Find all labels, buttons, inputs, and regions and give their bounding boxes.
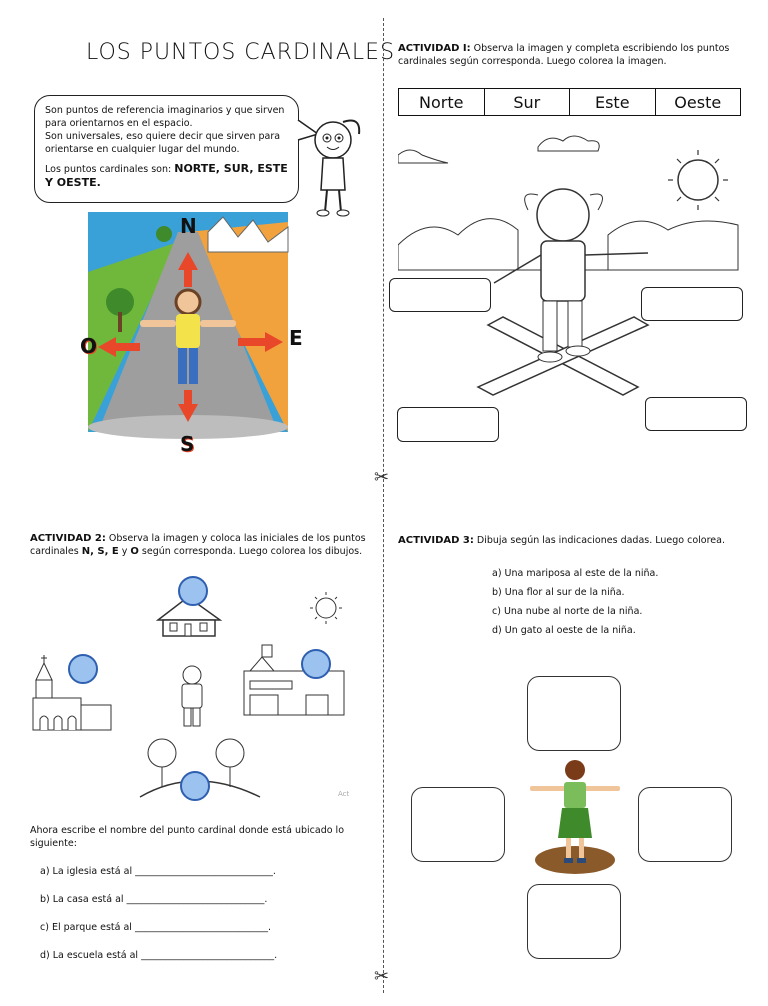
act2-instructions xyxy=(30,532,375,558)
question-c: c) El parque está al ____________________________. xyxy=(40,922,271,933)
act2-text-b: y xyxy=(118,546,131,557)
table-cell-norte: Norte xyxy=(399,89,485,115)
act2-label: ACTIVIDAD 2: xyxy=(30,533,106,544)
answer-box-north[interactable] xyxy=(645,397,747,431)
scissors-icon-bottom: ✂ xyxy=(374,966,390,987)
circle-north[interactable] xyxy=(178,576,208,606)
compass-e-label: E xyxy=(289,326,303,350)
intro-cardinals: NORTE, SUR, ESTE Y OESTE. xyxy=(45,162,288,189)
answer-box-east[interactable] xyxy=(641,287,743,321)
act3-item-a: a) Una mariposa al este de la niña. xyxy=(492,568,659,579)
compass-illustration xyxy=(78,212,308,457)
act1-table xyxy=(398,88,741,116)
intro-bubble xyxy=(34,95,299,203)
act2-text-bold: N, S, E xyxy=(81,546,119,557)
draw-box-north[interactable] xyxy=(527,676,621,751)
table-cell-oeste: Oeste xyxy=(674,92,722,112)
act2-text-a: Observa la imagen y coloca las iniciales de los puntos cardinales xyxy=(30,533,366,557)
act2-text-bold2: O xyxy=(130,546,139,557)
answer-box-south[interactable] xyxy=(397,407,499,442)
act1-scene xyxy=(398,125,748,425)
compass-n-label: N xyxy=(180,214,197,238)
girl-center-icon xyxy=(520,752,630,880)
question-a: a) La iglesia está al _____________________________. xyxy=(40,866,276,877)
compass-s-label: S xyxy=(180,432,195,456)
table-cell-este: Este xyxy=(570,89,656,115)
circle-west[interactable] xyxy=(68,654,98,684)
table-cell-sur: Sur xyxy=(485,89,571,115)
draw-box-east[interactable] xyxy=(638,787,732,862)
act1-instructions xyxy=(398,42,743,68)
intro-line-2: Son universales, eso quiere decir que sirven para orientarse en cualquier lugar del mundo. xyxy=(45,131,281,155)
act3-label: ACTIVIDAD 3: xyxy=(398,535,474,546)
act1-text: Observa la imagen y completa escribiendo los puntos cardinales según corresponda. Luego colorea la imagen. xyxy=(398,43,730,67)
act3-item-d: d) Un gato al oeste de la niña. xyxy=(492,625,636,636)
act2-text-c: según corresponda. Luego colorea los dibujos. xyxy=(138,546,363,557)
circle-east[interactable] xyxy=(301,649,331,679)
draw-box-south[interactable] xyxy=(527,884,621,959)
act3-item-b: b) Una flor al sur de la niña. xyxy=(492,587,625,598)
act2-prompt: Ahora escribe el nombre del punto cardinal donde está ubicado lo siguiente: xyxy=(30,825,345,849)
draw-box-west[interactable] xyxy=(411,787,505,862)
watermark: Act xyxy=(338,790,350,798)
compass-o-label: O xyxy=(80,334,98,358)
act3-item-c: c) Una nube al norte de la niña. xyxy=(492,606,643,617)
girl-cartoon-icon xyxy=(303,112,373,220)
scissors-icon: ✂ xyxy=(374,467,390,488)
act3-instructions xyxy=(398,534,743,547)
circle-south[interactable] xyxy=(180,771,210,801)
question-b: b) La casa está al _____________________________. xyxy=(40,894,268,905)
act1-label: ACTIVIDAD I: xyxy=(398,43,471,54)
page-title: LOS PUNTOS CARDINALES xyxy=(86,40,396,65)
question-d: d) La escuela está al ____________________________. xyxy=(40,950,278,961)
cut-line-divider xyxy=(383,18,384,993)
act3-text: Dibuja según las indicaciones dadas. Luego colorea. xyxy=(473,535,725,546)
answer-box-west[interactable] xyxy=(389,278,491,312)
intro-line-3: Los puntos cardinales son: xyxy=(45,164,175,175)
intro-line-1: Son puntos de referencia imaginarios y que sirven para orientarnos en el espacio. xyxy=(45,105,285,129)
